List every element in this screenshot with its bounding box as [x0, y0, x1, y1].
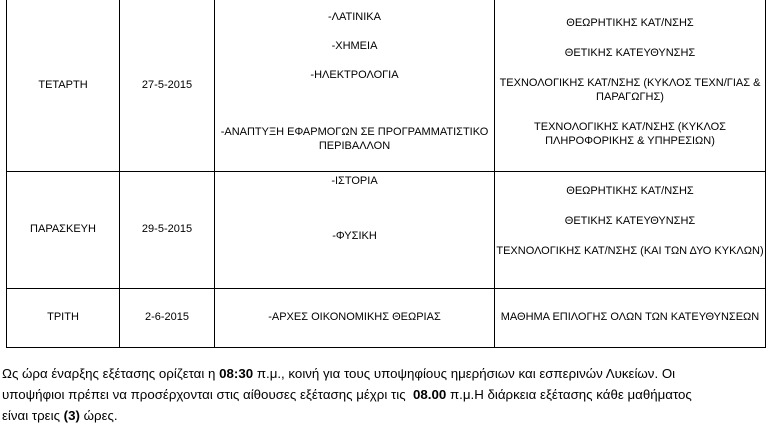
note-text: είναι τρεις	[2, 408, 64, 423]
direction-item: ΜΑΘΗΜΑ ΕΠΙΛΟΓΗΣ ΟΛΩΝ ΤΩΝ ΚΑΤΕΥΘΥΝΣΕΩΝ	[500, 311, 760, 323]
direction-item: ΤΕΧΝΟΛΟΓΙΚΗΣ ΚΑΤ/ΝΣΗΣ (ΚΑΙ ΤΩΝ ΔΥΟ ΚΥΚΛΩΝ)	[496, 244, 764, 257]
direction-item: ΘΕΤΙΚΗΣ ΚΑΤΕΥΘΥΝΣΗΣ	[564, 214, 696, 227]
note-line	[2, 363, 768, 384]
subject-item: -ΗΛΕΚΤΡΟΛΟΓΙΑ	[310, 69, 399, 81]
day-label: ΠΑΡΑΣΚΕΥΗ	[30, 223, 96, 235]
subjects-cell	[215, 288, 495, 347]
directions-cell	[495, 0, 766, 171]
day-label: ΤΡΙΤΗ	[47, 311, 79, 323]
note-text: π.μ., κοινή για τους υποψηφίους ημερήσιων και εσπερινών Λυκείων. Οι	[253, 366, 676, 381]
note-line	[2, 384, 768, 405]
date-cell	[120, 288, 215, 347]
arrival-time: 08.00	[413, 387, 447, 402]
direction-item: ΠΛΗΡΟΦΟΡΙΚΗΣ & ΥΠΗΡΕΣΙΩΝ)	[545, 135, 715, 147]
note-text: Ως ώρα έναρξης εξέτασης ορίζεται η	[2, 366, 220, 381]
note-text: π.μ.Η διάρκεια εξέτασης κάθε μαθήματος	[446, 387, 692, 402]
day-label: ΤΕΤΑΡΤΗ	[38, 78, 88, 91]
subjects-cell	[215, 171, 495, 288]
subject-item: -ΑΝΑΠΤΥΞΗ ΕΦΑΡΜΟΓΩΝ ΣΕ ΠΡΟΓΡΑΜΜΑΤΙΣΤΙΚΟ	[220, 126, 489, 138]
day-cell	[7, 0, 120, 171]
day-cell	[7, 288, 120, 347]
day-cell	[7, 171, 120, 288]
subject-item: -ΦΥΣΙΚΗ	[332, 229, 377, 242]
subject-item: ΠΕΡΙΒΑΛΛΟΝ	[318, 140, 391, 152]
directions-cell	[495, 171, 766, 288]
subject-item: -ΙΣΤΟΡΙΑ	[331, 174, 378, 187]
exam-schedule-table	[6, 0, 766, 348]
date-cell	[120, 171, 215, 288]
direction-item: ΤΕΧΝΟΛΟΓΙΚΗΣ ΚΑΤ/ΝΣΗΣ (ΚΥΚΛΟΣ ΤΕΧΝ/ΓΙΑΣ &	[499, 77, 761, 89]
note-text: ώρες.	[79, 408, 118, 423]
table-row	[7, 171, 766, 288]
direction-item: ΘΕΩΡΗΤΙΚΗΣ ΚΑΤ/ΝΣΗΣ	[566, 17, 694, 29]
subject-item: -ΛΑΤΙΝΙΚΑ	[328, 11, 381, 23]
subjects-cell	[215, 0, 495, 171]
note-line	[2, 405, 768, 426]
subject-item: -ΧΗΜΕΙΑ	[331, 40, 378, 52]
direction-item: ΘΕΩΡΗΤΙΚΗΣ ΚΑΤ/ΝΣΗΣ	[566, 184, 694, 197]
table-row	[7, 288, 766, 347]
direction-item: ΠΑΡΑΓΩΓΗΣ)	[596, 91, 664, 103]
direction-item: ΘΕΤΙΚΗΣ ΚΑΤΕΥΘΥΝΣΗΣ	[564, 47, 696, 59]
directions-cell	[495, 288, 766, 347]
duration-hours: (3)	[63, 408, 80, 423]
subject-item: -ΑΡΧΕΣ ΟΙΚΟΝΟΜΙΚΗΣ ΘΕΩΡΙΑΣ	[268, 311, 441, 323]
date-label: 2-6-2015	[144, 311, 190, 323]
direction-item: ΤΕΧΝΟΛΟΓΙΚΗΣ ΚΑΤ/ΝΣΗΣ (ΚΥΚΛΟΣ	[534, 121, 726, 133]
table-row	[7, 0, 766, 171]
date-label: 29-5-2015	[141, 223, 193, 235]
note-text: υποψήφιοι πρέπει να προσέρχονται στις αίθουσες εξέτασης μέχρι τις	[2, 387, 413, 402]
date-label: 27-5-2015	[141, 78, 193, 91]
start-time: 08:30	[219, 366, 254, 381]
exam-time-note	[2, 363, 768, 426]
date-cell	[120, 0, 215, 171]
